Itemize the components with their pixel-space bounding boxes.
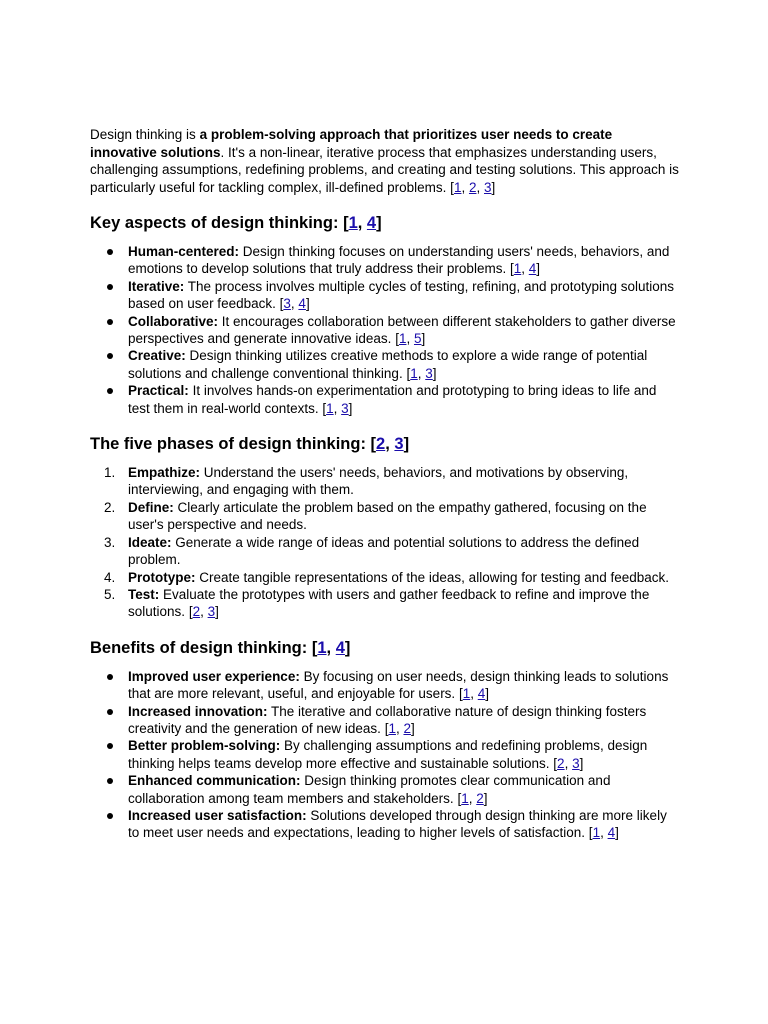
citation-link[interactable]: 1	[317, 638, 327, 657]
citation-link[interactable]: 4	[607, 825, 616, 841]
list-number: 2.	[104, 499, 116, 515]
document-body	[90, 126, 680, 842]
list-item-term: Ideate:	[128, 534, 172, 550]
citation-link[interactable]: 3	[207, 604, 216, 620]
citation-link[interactable]: 3	[394, 435, 404, 454]
list-item-term: Increased user satisfaction:	[128, 807, 307, 823]
list-item	[104, 586, 680, 621]
intro-rest: . It's a non-linear, iterative process that emphasizes understanding users, challenging assumptions, redefining problems, and creating and testing solutions. This approach is particularly useful for tackling complex, ill-defined problems.	[90, 144, 679, 195]
list-item-text: Understand the users' needs, behaviors, and motivations by observing, interviewing, and engaging with them.	[128, 465, 629, 498]
list-item-term: Enhanced communication:	[128, 773, 301, 789]
list-item-text: By challenging assumptions and redefining problems, design thinking helps teams develop more effective and sustainable solutions.	[128, 738, 648, 771]
citation-link[interactable]: 1	[398, 331, 407, 347]
citation-link[interactable]: 2	[192, 604, 201, 620]
list-item-citations: [2, 3]	[553, 755, 584, 771]
intro-bold: a problem-solving approach that prioritizes user needs to create innovative solutions	[90, 127, 613, 160]
citation-link[interactable]: 5	[413, 331, 422, 347]
list-item-term: Define:	[128, 499, 174, 515]
list-item-text: The iterative and collaborative nature of design thinking fosters creativity and the generation of new ideas.	[128, 703, 647, 736]
list-item	[128, 737, 680, 772]
phases-heading	[90, 433, 680, 455]
citation-link[interactable]: 3	[283, 296, 291, 312]
list-number: 3.	[104, 534, 116, 550]
list-number: 1.	[104, 465, 116, 481]
list-item	[128, 668, 680, 703]
citation-link[interactable]: 4	[366, 214, 377, 232]
list-item-term: Improved user experience:	[128, 668, 300, 684]
list-item	[104, 534, 680, 569]
benefits-heading-citations: [1, 4]	[311, 638, 351, 657]
list-item-term: Better problem-solving:	[128, 738, 281, 754]
key-aspects-heading	[90, 212, 680, 234]
intro-citations: [1, 2, 3]	[450, 179, 496, 195]
list-item-text: Clearly articulate the problem based on the empathy gathered, focusing on the user's perspective and needs.	[128, 499, 647, 533]
key-aspects-list	[90, 243, 680, 417]
citation-link[interactable]: 1	[388, 720, 396, 736]
list-item-term: Test:	[128, 586, 160, 602]
list-item-term: Human-centered:	[128, 244, 240, 259]
citation-link[interactable]: 4	[335, 638, 345, 657]
list-item-text: Evaluate the prototypes with users and gather feedback to refine and improve the solutions.	[128, 586, 650, 620]
list-item-term: Collaborative:	[128, 313, 219, 329]
list-item-citations: [1, 5]	[395, 331, 426, 347]
citation-link[interactable]: 1	[461, 790, 469, 806]
list-item-text: It encourages collaboration between different stakeholders to gather diverse perspectives and generate innovative ideas.	[128, 313, 676, 347]
list-item	[128, 382, 680, 417]
list-item-term: Increased innovation:	[128, 703, 268, 719]
list-item-term: Empathize:	[128, 465, 201, 481]
intro-lead: Design thinking is	[90, 127, 200, 142]
list-item-citations: [3, 4]	[279, 296, 310, 312]
benefits-heading	[90, 637, 680, 659]
phases-heading-citations: [2, 3]	[370, 435, 410, 454]
list-number: 5.	[104, 586, 116, 602]
benefits-list	[90, 668, 680, 842]
list-item-term: Practical:	[128, 383, 189, 399]
citation-link[interactable]: 3	[425, 365, 433, 381]
list-item	[128, 243, 680, 278]
list-item	[128, 807, 680, 842]
list-item-citations: [1, 3]	[322, 400, 353, 416]
list-item	[128, 278, 680, 313]
citation-link[interactable]: 4	[528, 261, 537, 277]
citation-link[interactable]: 1	[453, 179, 462, 195]
citation-link[interactable]: 1	[348, 214, 358, 232]
list-item-term: Creative:	[128, 348, 186, 364]
list-item	[128, 703, 680, 738]
list-item-citations: [1, 2]	[384, 720, 415, 736]
phases-list	[90, 464, 680, 621]
list-item-citations: [1, 4]	[509, 261, 541, 277]
key-aspects-heading-text: Key aspects of design thinking:	[90, 214, 339, 232]
list-item	[128, 772, 680, 807]
citation-link[interactable]: 2	[476, 790, 484, 806]
citation-link[interactable]: 1	[410, 365, 418, 381]
citation-link[interactable]: 3	[341, 400, 349, 416]
list-item-text: It involves hands-on experimentation and prototyping to bring ideas to life and test them in real-world contexts.	[128, 383, 657, 416]
citation-link[interactable]: 1	[513, 261, 522, 277]
citation-link[interactable]: 2	[557, 755, 565, 771]
list-item-citations: [1, 2]	[457, 790, 488, 806]
list-item-citations: [1, 3]	[406, 365, 437, 381]
list-item-text: Generate a wide range of ideas and potential solutions to address the defined problem.	[128, 534, 640, 568]
citation-link[interactable]: 1	[592, 825, 601, 841]
list-item-citations: [1, 4]	[588, 825, 619, 841]
citation-link[interactable]: 1	[326, 400, 334, 416]
benefits-heading-text: Benefits of design thinking:	[90, 638, 308, 657]
key-aspects-heading-citations: [1, 4]	[343, 214, 382, 232]
list-item-text: The process involves multiple cycles of testing, refining, and prototyping solutions based on user feedback.	[128, 278, 675, 312]
list-item-term: Iterative:	[128, 278, 185, 294]
list-item-citations: [1, 4]	[458, 686, 490, 702]
citation-link[interactable]: 3	[572, 755, 580, 771]
list-item	[104, 464, 680, 499]
list-item-text: Design thinking utilizes creative methods to explore a wide range of potential solutions and challenge conventional thinking.	[128, 348, 648, 381]
citation-link[interactable]: 2	[468, 179, 477, 195]
citation-link[interactable]: 4	[298, 296, 306, 312]
list-item	[104, 499, 680, 534]
citation-link[interactable]: 2	[403, 720, 411, 736]
list-item-text: Create tangible representations of the ideas, allowing for testing and feedback.	[199, 569, 670, 585]
citation-link[interactable]: 2	[376, 435, 386, 454]
list-item-text: Solutions developed through design thinking are more likely to meet user needs and expectations, leading to higher levels of satisfaction.	[128, 807, 667, 841]
list-item	[128, 313, 680, 348]
list-item-text: By focusing on user needs, design thinking leads to solutions that are more relevant, useful, and enjoyable for users.	[128, 668, 669, 702]
list-item-term: Prototype:	[128, 569, 196, 585]
intro-paragraph	[90, 126, 680, 196]
list-item	[128, 347, 680, 382]
list-item-citations: [2, 3]	[188, 604, 219, 620]
phases-heading-text: The five phases of design thinking:	[90, 435, 366, 454]
list-item-text: Design thinking focuses on understanding users' needs, behaviors, and emotions to develop solutions that truly address their problems.	[128, 244, 670, 277]
list-item	[104, 569, 680, 586]
list-item-text: Design thinking promotes clear communication and collaboration among team members and stakeholders.	[128, 773, 611, 806]
citation-link[interactable]: 4	[477, 686, 486, 702]
list-number: 4.	[104, 569, 116, 585]
citation-link[interactable]: 1	[462, 686, 471, 702]
citation-link[interactable]: 3	[484, 179, 492, 195]
